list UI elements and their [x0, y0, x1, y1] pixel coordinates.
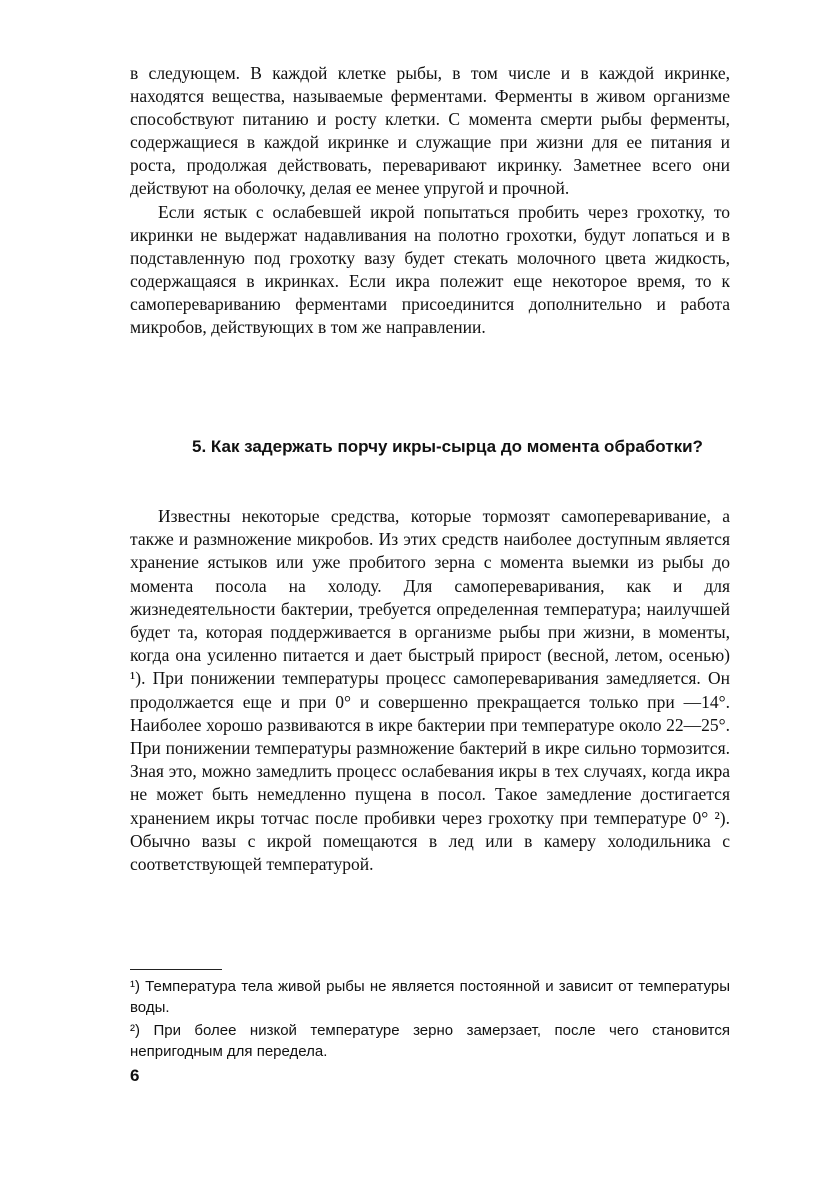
body-text-top	[130, 62, 730, 339]
body-text-section	[130, 505, 730, 876]
page-number: 6	[130, 1066, 140, 1085]
footnote-2: ²) При более низкой температуре зерно замерзает, после чего становится непригодным для передела.	[130, 1022, 730, 1060]
paragraph-storage: Известны некоторые средства, которые тормозят самопереваривание, а также и размножение микробов. Из этих средств наиболее доступным является хранение ястыков или уже пробитого зерна с момента выемки из рыбы до момента посола на холоду. Для самопереваривания, как и для жизнедеятельности бактерии, требуется определенная температура; наилучшей будет та, которая поддерживается в организме рыбы при жизни, в моменты, когда она усиленно питается и дает быстрый прирост (весной, летом, осенью) ¹). При понижении температуры процесс самопереваривания замедляется. Он продолжается еще и при 0° и совершенно прекращается только при —14°. Наиболее хорошо развиваются в икре бактерии при температуре около 22—25°. При понижении температуры размножение бактерий в икре сильно тормозится. Зная это, можно замедлить процесс ослабевания икры в тех случаях, когда икра не может быть немедленно пущена в посол. Такое замедление достигается хранением икры тотчас после пробивки через грохотку при температуре 0° ²). Обычно вазы с икрой помещаются в лед или в камеру холодильника с соответствующей температурой.	[130, 506, 730, 875]
section-heading: 5. Как задержать порчу икры-сырца до момента обработки?	[192, 437, 703, 456]
footnotes	[130, 976, 730, 1064]
footnote-1: ¹) Температура тела живой рыбы не является постоянной и зависит от температуры воды.	[130, 978, 730, 1016]
paragraph-yastyk: Если ястык с ослабевшей икрой попытаться пробить через грохотку, то икринки не выдержат надавливания на полотно грохотки, будут лопаться и в подставленную под грохотку вазу будет стекать молочного цвета жидкость, содержащаяся в икринках. Если икра полежит еще некоторое время, то к самоперевариванию ферментами присоединится дополнительно и работа микробов, действующих в том же направлении.	[130, 202, 730, 337]
footnote-divider	[130, 969, 222, 970]
paragraph-continuation: в следующем. В каждой клетке рыбы, в том числе и в каждой икринке, находятся вещества, называемые ферментами. Ферменты в живом организме способствуют питанию и росту клетки. С момента смерти рыбы ферменты, содержащиеся в каждой икринке и служащие при жизни для ее питания и роста, продолжая действовать, переваривают икринку. Заметнее всего они действуют на оболочку, делая ее менее упругой и прочной.	[130, 63, 730, 198]
